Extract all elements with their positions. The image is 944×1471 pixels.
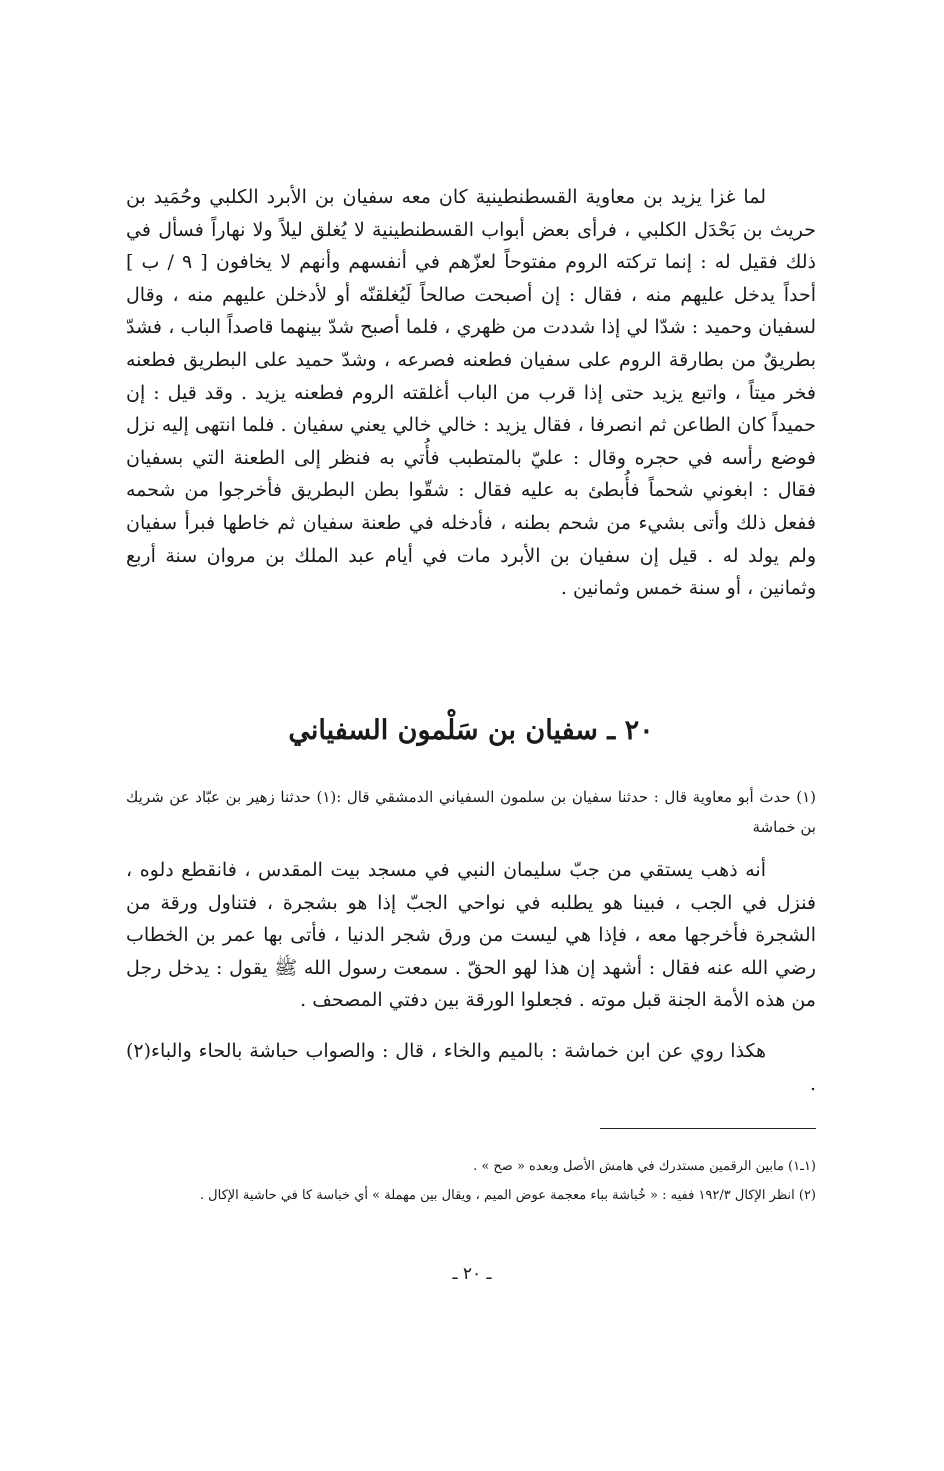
main-text-block — [126, 181, 816, 605]
footnote-2: (٢) انظر الإكال ١٩٢/٣ ففيه : « خُباشة بباء معجمة عوض الميم ، ويقال بين مهملة » أي خباسة كا في حاشية الإكال . — [199, 1188, 816, 1203]
body-paragraph-2: أنه ذهب يستقي من جبّ سليمان النبي في مسجد بيت المقدس ، فانقطع دلوه ، فنزل في الجب ، فبينا هو يطلبه في نواحي الجبّ إذا هو بشجرة ، فتناول ورقة من الشجرة فأخرجها معه ، فإذا هي ليست من ورق شجر الدنيا ، فأتى بها عمر بن الخطاب رضي الله عنه فقال : أشهد إن هذا لهو الحقّ . سمعت رسول الله ﷺ يقول : يدخل رجل من هذه الأمة الجنة قبل موته . فجعلوا الورقة بين دفتي المصحف . — [126, 859, 816, 1012]
section-heading: ٢٠ ـ سفيان بن سَلْمون السفياني — [288, 715, 654, 746]
page-number: ـ ٢٠ ـ — [452, 1264, 492, 1284]
body-paragraph-1: لما غزا يزيد بن معاوية القسطنطينية كان معه سفيان بن الأبرد الكلبي وحُمَيد بن حريث بن بَحْدَل الكلبي ، فرأى بعض أبواب القسطنطينية لا يُغلق ليلاً ولا نهاراً فسأل في ذلك فقيل له : إنما تركته الروم مفتوحاً لعزّهم في أنفسهم وأنهم لا يخافون [ ٩ / ب ] أحداً يدخل عليهم منه ، فقال : إن أصبحت صالحاً لَيُغلقنّه أو لأدخلن عليهم منه ، وقال لسفيان وحميد : شدّا لي إذا شددت من ظهري ، فلما أصبح شدّ بينهما قاصداً الباب ، فشدّ بطريقٌ من بطارقة الروم على سفيان فطعنه فصرعه ، وشدّ حميد على البطريق فطعنه فخر ميتاً ، واتبع يزيد حتى إذا قرب من الباب أغلقته الروم فطعنه يزيد . وقد قيل : إن حميداً كان الطاعن ثم انصرفا ، فقال يزيد : خالي خالي يعني سفيان . فلما انتهى إليه نزل فوضع رأسه في حجره وقال : عليّ بالمتطبب فأُتي به فنظر إلى الطعنة التي بسفيان فقال : ابغوني شحماً فأُبطئ به عليه فقال : شقّوا بطن البطريق فأخرجوا من شحمه ففعل ذلك وأتى بشيء من شحم بطنه ، فأدخله في طعنة سفيان ثم خاطها فبرأ سفيان ولم يولد له . قيل إن سفيان بن الأبرد مات في أيام عبد الملك بن مروان سنة أربع وثمانين ، أو سنة خمس وثمانين . — [126, 186, 816, 600]
footnote-separator — [600, 1128, 816, 1129]
isnad-line: (١) حدث أبو معاوية قال : حدثنا سفيان بن سلمون السفياني الدمشقي قال :(١) حدثنا زهير بن عبّاد عن شريك بن خماشة — [126, 788, 816, 836]
footnote-1: (١ـ١) مابين الرقمين مستدرك في هامش الأصل وبعده « صح » . — [473, 1159, 816, 1174]
footnotes — [126, 1152, 816, 1210]
section-text-block — [126, 854, 816, 1100]
body-paragraph-3: هكذا روي عن ابن خماشة : بالميم والخاء ، قال : والصواب حباشة بالحاء والباء(٢) . — [126, 1039, 816, 1095]
